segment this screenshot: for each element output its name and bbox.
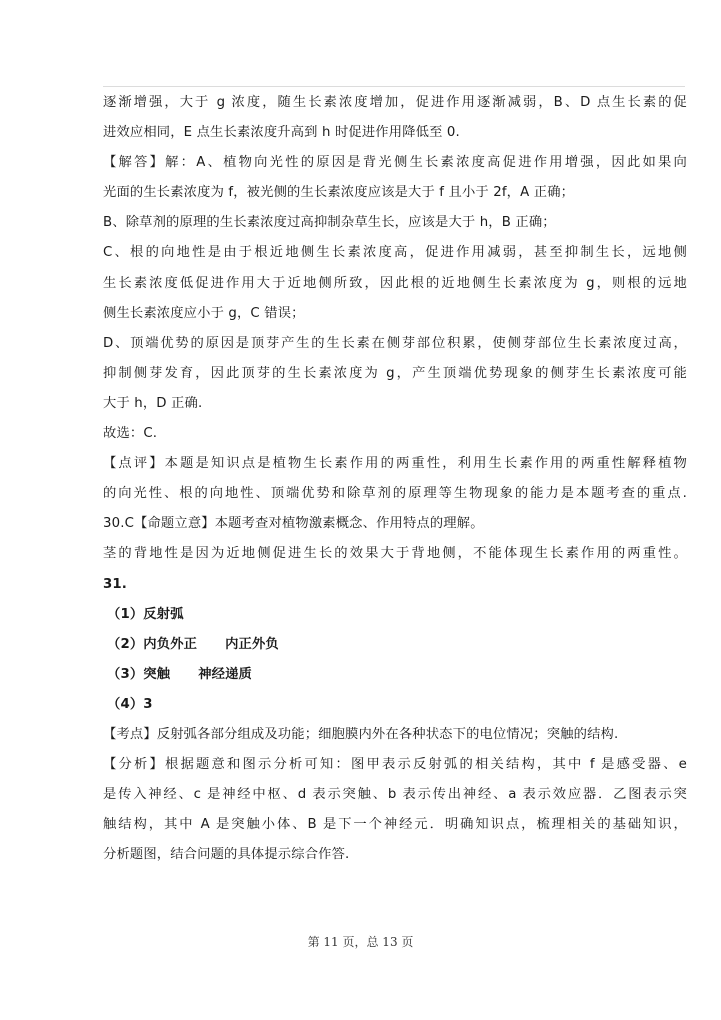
text-line: 分析题图，结合问题的具体提示综合作答. [103, 847, 350, 863]
text-line: 故选：C. [103, 426, 158, 442]
text-line: B、除草剂的原理的生长素浓度过高抑制杂草生长，应该是大于 h，B 正确； [103, 215, 556, 231]
text-line: 大于 h，D 正确. [103, 395, 203, 411]
answer-3 [103, 660, 687, 690]
text-line: 【分析】根据题意和图示分析可知：图甲表示反射弧的相关结构，其中 f 是感受器、e [103, 757, 687, 773]
text-line: 【点评】本题是知识点是植物生长素作用的两重性，利用生长素作用的两重性解释植物 [103, 456, 687, 472]
text-line: D、顶端优势的原因是顶芽产生的生长素在侧芽部位积累，使侧芽部位生长素浓度过高， [103, 335, 687, 351]
answer-2-part-1: （2）内负外正 [107, 636, 198, 652]
answer-2 [103, 630, 687, 660]
text-line: 茎的背地性是因为近地侧促进生长的效果大于背地侧，不能体现生长素作用的两重性。 [103, 546, 687, 562]
answer-1: （1）反射弧 [107, 606, 184, 622]
answer-3-part-1: （3）突触 [107, 666, 171, 682]
text-line: 光面的生长素浓度为 f，被光侧的生长素浓度应该是大于 f 且小于 2f，A 正确； [103, 185, 575, 201]
text-line: 生长素浓度低促进作用大于近地侧所致，因此根的近地侧生长素浓度为 g，则根的远地 [103, 275, 687, 291]
question-number: 31. [103, 576, 128, 592]
answer-3-part-2: 神经递质 [198, 666, 252, 682]
answer-4: （4）3 [107, 696, 153, 712]
text-line: C、根的向地性是由于根近地侧生长素浓度高，促进作用减弱，甚至抑制生长，远地侧 [103, 245, 687, 261]
text-line: 侧生长素浓度应小于 g，C 错误； [103, 305, 305, 321]
answer-2-part-2: 内正外负 [225, 636, 279, 652]
text-line: 30.C【命题立意】本题考查对植物激素概念、作用特点的理解。 [103, 516, 484, 532]
text-line: 抑制侧芽发育，因此顶芽的生长素浓度为 g，产生顶端优势现象的侧芽生长素浓度可能 [103, 365, 687, 381]
text-line: 触结构，其中 A 是突触小体、B 是下一个神经元．明确知识点，梳理相关的基础知识， [103, 817, 687, 833]
text-line: 【解答】解：A、植物向光性的原因是背光侧生长素浓度高促进作用增强，因此如果向 [103, 155, 687, 171]
header-rule [103, 86, 685, 87]
text-line: 是传入神经、c 是神经中枢、d 表示突触、b 表示传出神经、a 表示效应器．乙图表示突 [103, 787, 687, 803]
text-line: 的向光性、根的向地性、顶端优势和除草剂的原理等生物现象的能力是本题考查的重点. [103, 486, 687, 502]
text-line: 逐渐增强，大于 g 浓度，随生长素浓度增加，促进作用逐渐减弱，B、D 点生长素的促 [103, 95, 687, 110]
text-line: 【考点】反射弧各部分组成及功能；细胞膜内外在各种状态下的电位情况；突触的结构. [103, 726, 619, 742]
page-footer: 第 11 页，总 13 页 [307, 935, 414, 949]
text-line: 进效应相同，E 点生长素浓度升高到 h 时促进作用降低至 0. [103, 125, 460, 141]
page-content [103, 88, 687, 870]
